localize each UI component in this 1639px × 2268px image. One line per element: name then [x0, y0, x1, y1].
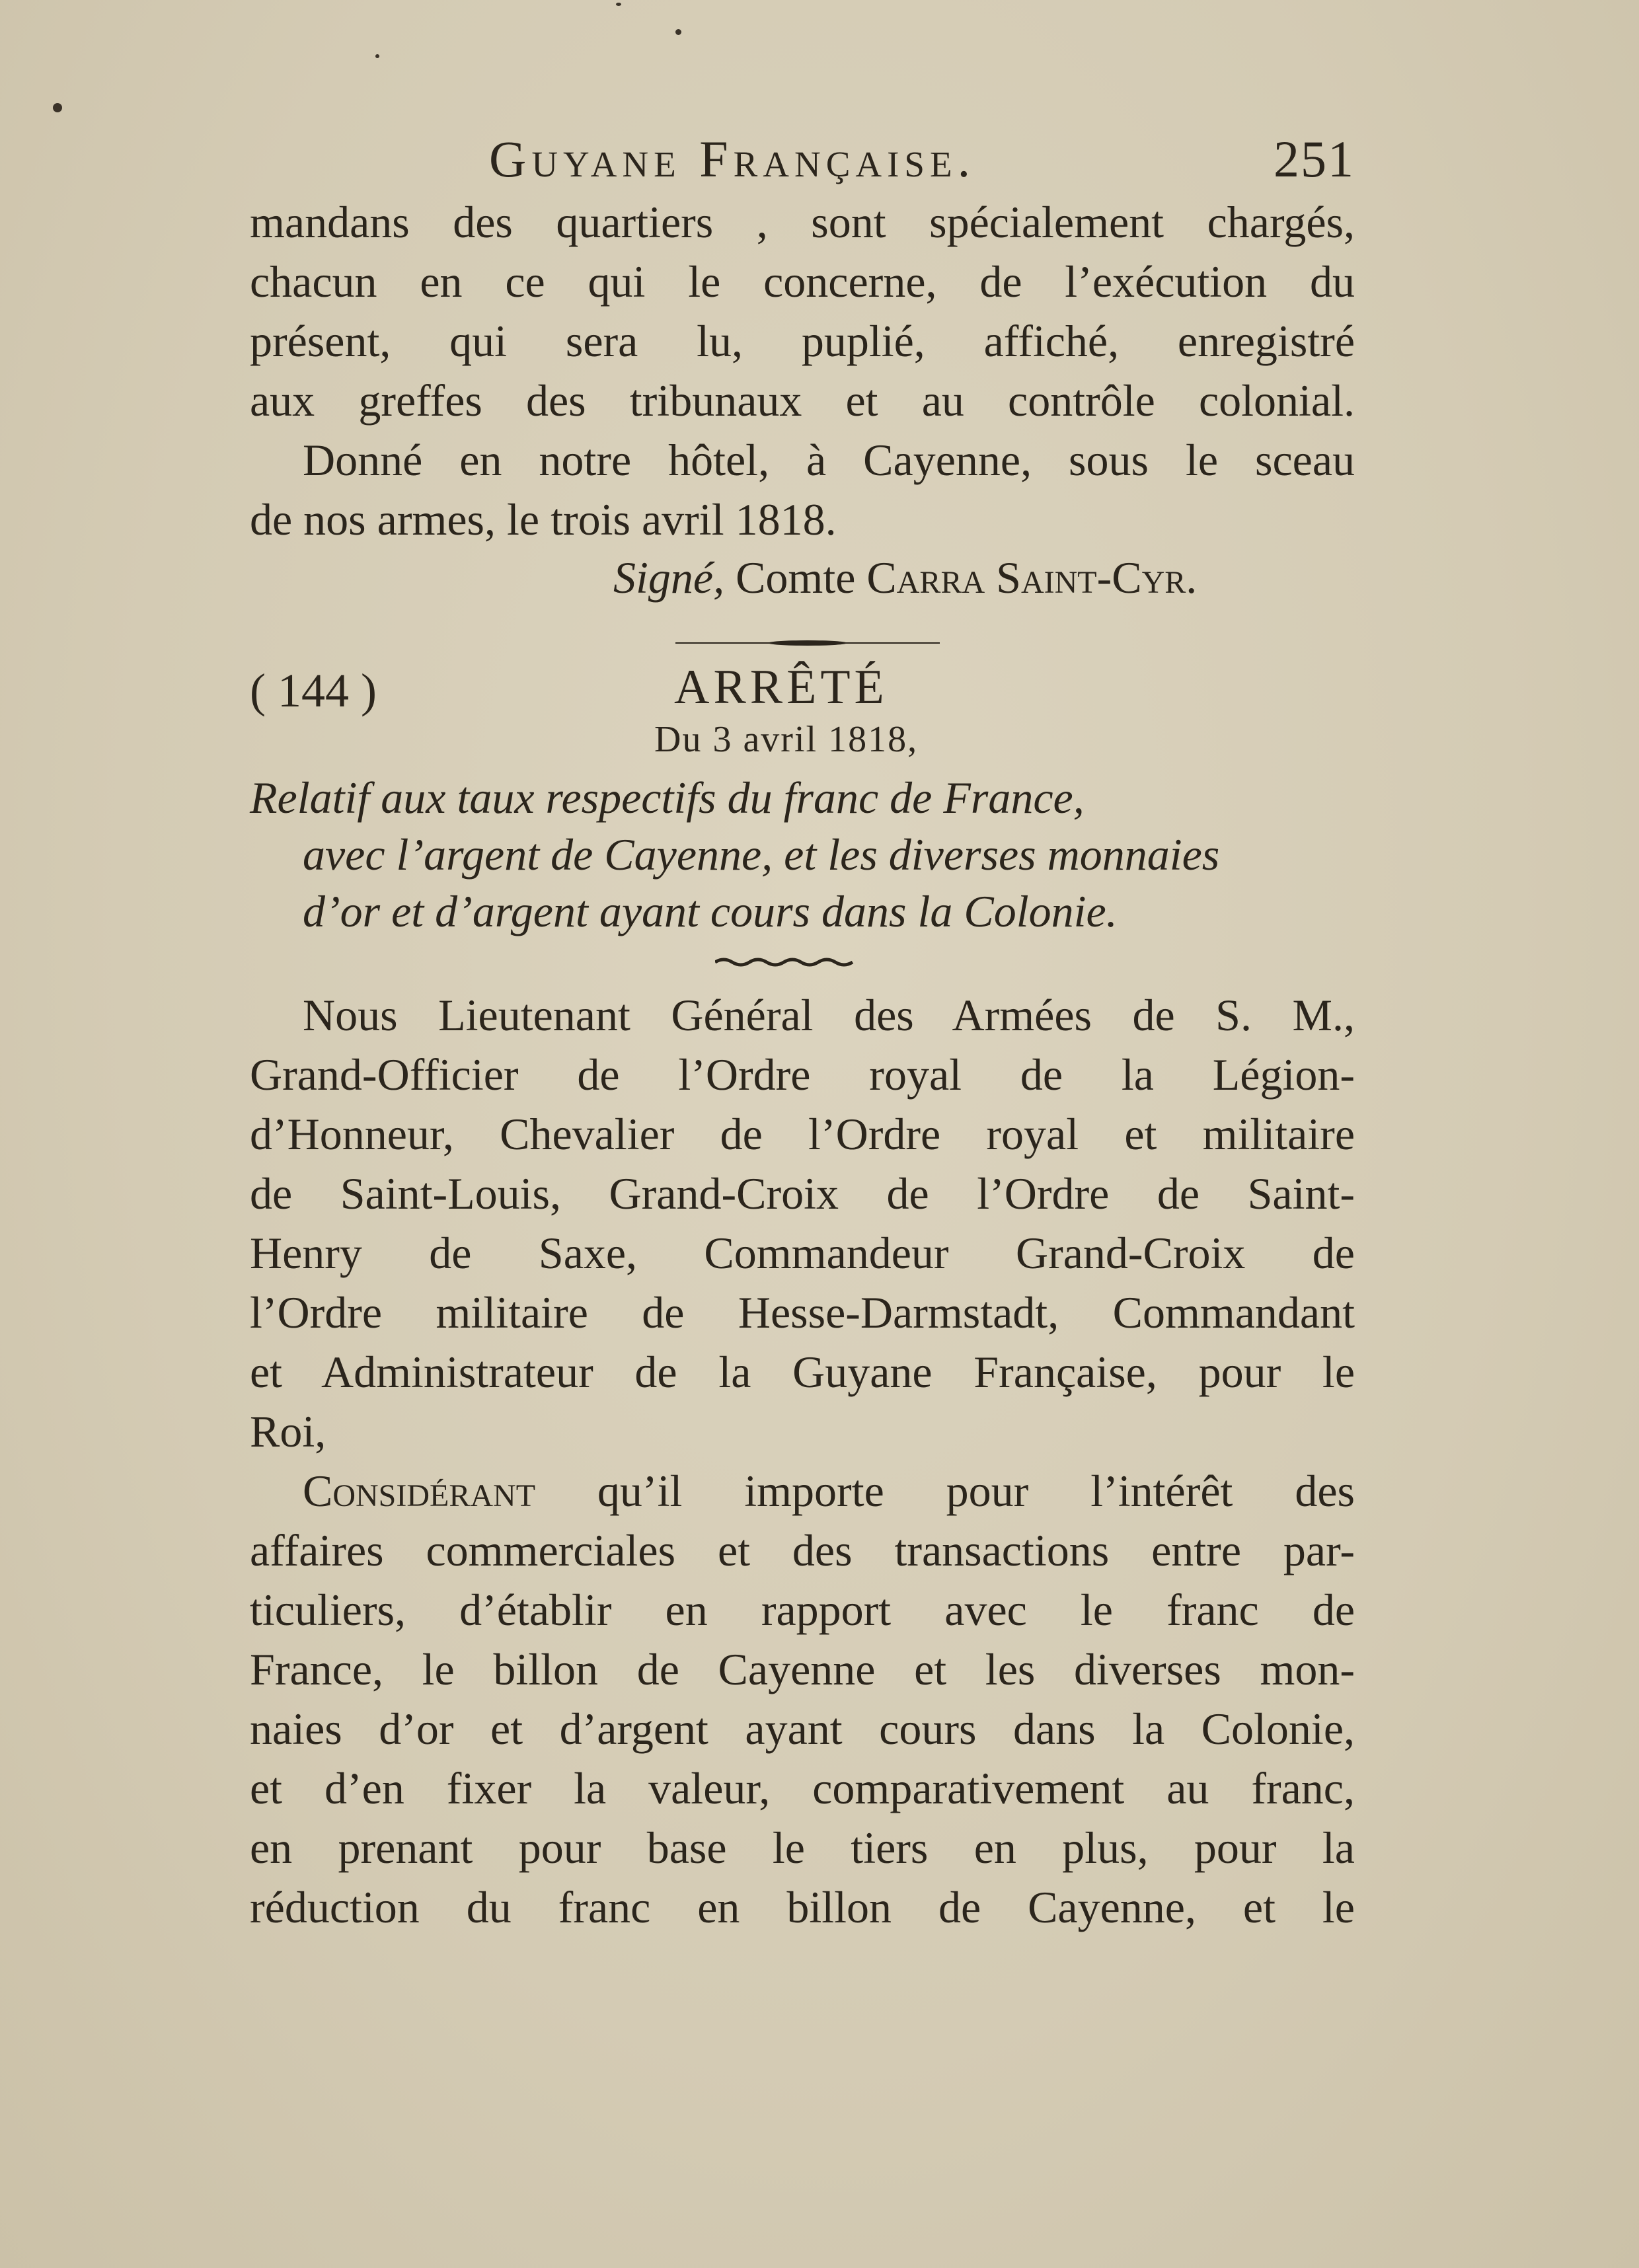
- text-line: aux greffes des tribunaux et au contrôle colonial.: [250, 375, 1355, 426]
- text-line: Roi,: [250, 1406, 326, 1456]
- text-line: Grand-Officier de l’Ordre royal de la Légion-: [250, 1049, 1355, 1100]
- text-line: Henry de Saxe, Commandeur Grand-Croix de: [250, 1228, 1355, 1278]
- text-line: affaires commerciales et des transactions entre par-: [250, 1525, 1355, 1575]
- wavy-ornament: [715, 956, 854, 969]
- signature-title: Comte: [736, 552, 856, 603]
- page-number: 251: [1274, 130, 1355, 188]
- signature-name: Carra Saint-Cyr.: [866, 552, 1198, 603]
- paper-speck: [375, 54, 379, 58]
- text-line: mandans des quartiers , sont spécialement chargés,: [250, 197, 1355, 247]
- text-line: en prenant pour base le tiers en plus, pour la: [250, 1823, 1355, 1873]
- paper-speck: [616, 3, 621, 6]
- considerant-lead: Considérant: [303, 1466, 536, 1516]
- act-number: ( 144 ): [250, 664, 377, 717]
- act-title: ARRÊTÉ: [674, 660, 888, 714]
- act-subject-line: d’or et d’argent ayant cours dans la Colonie.: [303, 886, 1118, 936]
- text-line: chacun en ce qui le concerne, de l’exécution du: [250, 256, 1355, 307]
- text-line: présent, qui sera lu, puplié, affiché, enregistré: [250, 316, 1355, 366]
- text-line: d’Honneur, Chevalier de l’Ordre royal et militaire: [250, 1109, 1355, 1159]
- running-title: Guyane Française.: [489, 130, 976, 188]
- text-line: de Saint-Louis, Grand-Croix de l’Ordre de Saint-: [250, 1168, 1355, 1219]
- text-line: Donné en notre hôtel, à Cayenne, sous le sceau: [303, 435, 1355, 485]
- running-head: [489, 130, 1355, 189]
- text-line: naies d’or et d’argent ayant cours dans la Colonie,: [250, 1704, 1355, 1754]
- text-line: [303, 1464, 1355, 1517]
- text-line: et d’en fixer la valeur, comparativement au franc,: [250, 1763, 1355, 1813]
- text-line: ticuliers, d’établir en rapport avec le franc de: [250, 1585, 1355, 1635]
- act-date: Du 3 avril 1818,: [654, 719, 919, 760]
- considerant-rest: qu’il importe pour l’intérêt des: [535, 1466, 1355, 1516]
- signature: [613, 551, 1197, 604]
- act-subject-line: Relatif aux taux respectifs du franc de France,: [250, 773, 1085, 823]
- act-subject-line: avec l’argent de Cayenne, et les diverses monnaies: [303, 829, 1220, 880]
- text-line: et Administrateur de la Guyane Française, pour le: [250, 1347, 1355, 1397]
- text-line: France, le billon de Cayenne et les diverses mon-: [250, 1644, 1355, 1694]
- paper-speck: [675, 29, 681, 35]
- text-line: Nous Lieutenant Général des Armées de S. M.,: [303, 990, 1355, 1040]
- text-line: réduction du franc en billon de Cayenne, et le: [250, 1882, 1355, 1932]
- paper-speck: [53, 103, 62, 112]
- ornamental-rule: [675, 638, 940, 648]
- text-line: de nos armes, le trois avril 1818.: [250, 494, 837, 545]
- text-line: l’Ordre militaire de Hesse-Darmstadt, Commandant: [250, 1287, 1355, 1338]
- signature-prefix: Signé,: [613, 552, 725, 603]
